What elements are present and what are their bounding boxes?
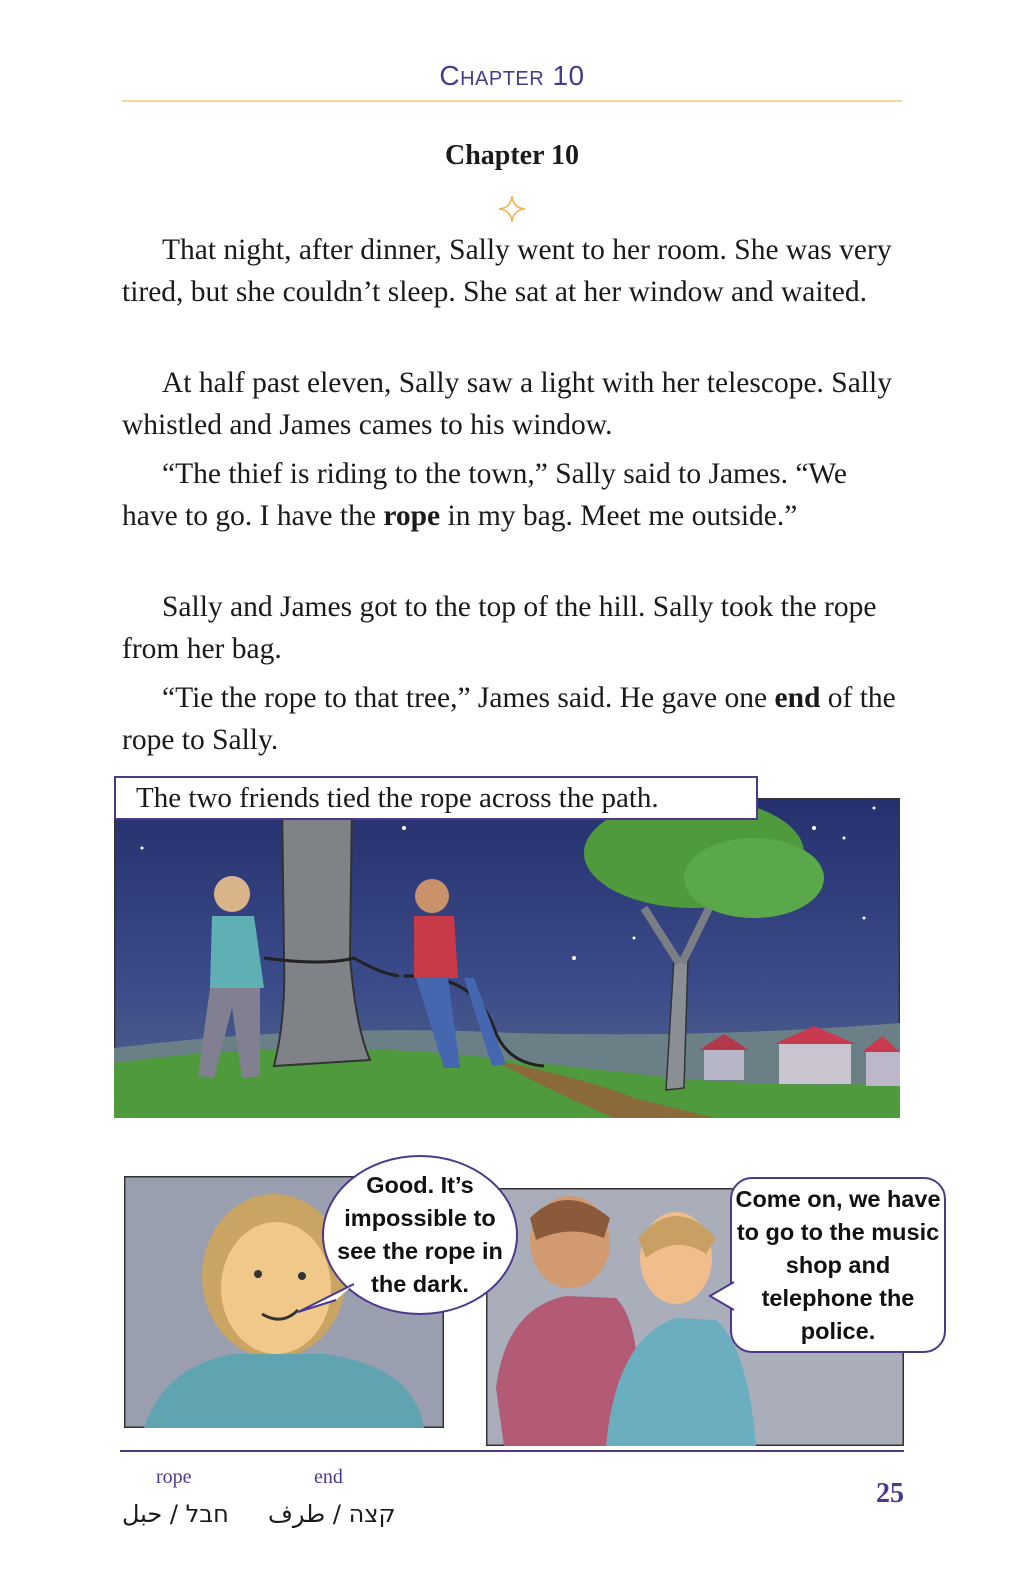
paragraph-1: That night, after dinner, Sally went to her room. She was very tired, but she couldn’t sleep. She sat at her window and waited. bbox=[122, 234, 892, 308]
chapter-title: Chapter 10 bbox=[444, 140, 580, 171]
footer-rule bbox=[120, 1450, 904, 1452]
speech-bubble-james: Come on, we have to go to the music shop and telephone the police. bbox=[730, 1177, 946, 1353]
glossary-word-rope: rope bbox=[156, 1466, 192, 1488]
paragraph-3 bbox=[122, 454, 907, 537]
paragraph-3-text-a: “The thief is riding to the town,” Sally said to James. “We have to go. I have the bbox=[122, 458, 847, 532]
glossary-word-end: end bbox=[314, 1466, 343, 1488]
star-ornament-icon bbox=[497, 194, 527, 224]
paragraph-2: At half past eleven, Sally saw a light with her telescope. Sally whistled and James cames to his window. bbox=[122, 367, 892, 441]
paragraph-4: Sally and James got to the top of the hill. Sally took the rope from her bag. bbox=[122, 591, 877, 665]
glossary-translation-end: קצה / طرف bbox=[268, 1500, 396, 1528]
speech-bubble-tail-left bbox=[296, 1282, 356, 1322]
page-number: 25 bbox=[876, 1478, 904, 1509]
running-header: Chapter 10 bbox=[439, 60, 585, 91]
night-scene-illustration bbox=[114, 798, 900, 1118]
illustration-caption: The two friends tied the rope across the path. bbox=[114, 776, 758, 820]
vocab-rope: rope bbox=[383, 499, 441, 532]
paragraph-5-text-a: “Tie the rope to that tree,” James said. He gave one bbox=[162, 682, 775, 714]
paragraph-5 bbox=[122, 678, 907, 761]
speech-bubble-tail-right bbox=[708, 1280, 738, 1320]
paragraph-3-text-b: in my bag. Meet me outside.” bbox=[440, 499, 798, 532]
speech-bubble-sally: Good. It’s impossible to see the rope in the dark. bbox=[322, 1155, 518, 1315]
vocab-end: end bbox=[774, 682, 821, 714]
header-rule bbox=[122, 100, 902, 102]
glossary-translation-rope: חבל / حبل bbox=[122, 1500, 229, 1528]
paragraph-5-text-b: of the rope to Sally. bbox=[122, 682, 896, 756]
